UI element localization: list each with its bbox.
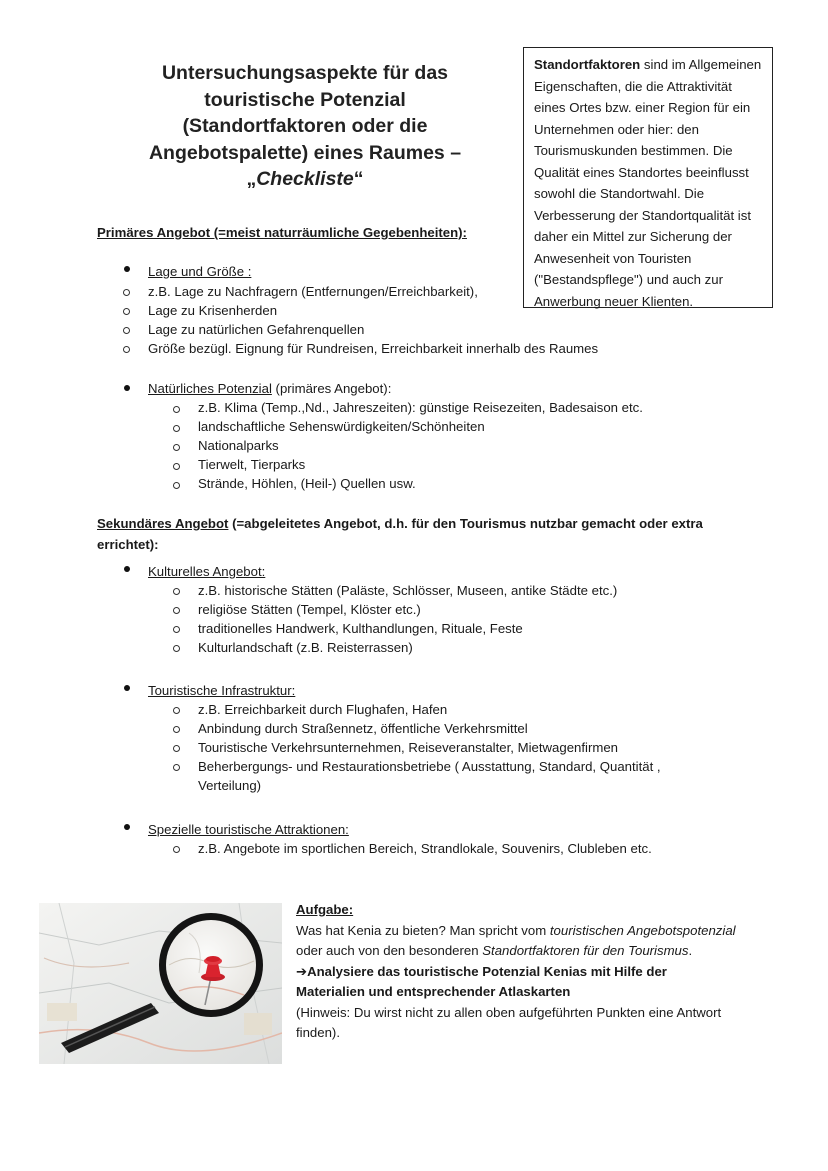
list-item: traditionelles Handwerk, Kulthandlungen, Rituale, Feste <box>198 621 523 636</box>
task-instruction: ➔Analysiere das touristische Potenzial Kenias mit Hilfe der Materialien und entsprechender Atlaskarten <box>296 963 667 999</box>
secondary-heading-cont: errichtet): <box>97 537 159 552</box>
list-item: Lage zu Krisenherden <box>148 303 278 318</box>
title-line: „Checkliste“ <box>246 168 364 190</box>
title-line: Angebotspalette) eines Raumes – <box>148 141 462 164</box>
natur-label: Natürliches Potenzial (primäres Angebot): <box>148 381 392 396</box>
primary-heading: Primäres Angebot (=meist naturräumliche Gegebenheiten): <box>97 225 467 240</box>
circle-bullet-icon <box>123 346 130 353</box>
magnifier-map-image <box>39 903 282 1064</box>
circle-bullet-icon <box>123 327 130 334</box>
task-heading: Aufgabe: <box>296 902 354 917</box>
task-hint: (Hinweis: Du wirst nicht zu allen oben aufgeführten Punkten eine Antwort finden). <box>296 1004 722 1040</box>
circle-bullet-icon <box>173 588 180 595</box>
circle-bullet-icon <box>173 846 180 853</box>
list-item: religiöse Stätten (Tempel, Klöster etc.) <box>198 602 421 617</box>
bullet-icon <box>124 685 130 691</box>
circle-bullet-icon <box>173 425 180 432</box>
circle-bullet-icon <box>173 626 180 633</box>
list-item: Kulturlandschaft (z.B. Reisterrassen) <box>198 640 413 655</box>
list-item: Strände, Höhlen, (Heil-) Quellen usw. <box>198 476 416 491</box>
circle-bullet-icon <box>123 289 130 296</box>
list-item: Lage zu natürlichen Gefahrenquellen <box>148 322 365 337</box>
task-paragraph: Was hat Kenia zu bieten? Man spricht vom touristischen Angebotspotenzial oder auch von den besonderen Standortfaktoren für den Tourismus. <box>296 922 736 958</box>
circle-bullet-icon <box>173 764 180 771</box>
title-line: touristische Potenzial <box>204 88 406 111</box>
bullet-icon <box>124 824 130 830</box>
list-item: Touristische Verkehrsunternehmen, Reiseveranstalter, Mietwagenfirmen <box>198 740 619 755</box>
list-item: Nationalparks <box>198 438 279 453</box>
list-item: z.B. Erreichbarkeit durch Flughafen, Hafen <box>198 702 448 717</box>
secondary-heading: Sekundäres Angebot (=abgeleitetes Angebot, d.h. für den Tourismus nutzbar gemacht oder extra <box>97 516 703 531</box>
list-item: landschaftliche Sehenswürdigkeiten/Schönheiten <box>198 419 485 434</box>
title-line: (Standortfaktoren oder die <box>182 115 428 137</box>
circle-bullet-icon <box>173 645 180 652</box>
circle-bullet-icon <box>173 726 180 733</box>
circle-bullet-icon <box>173 406 180 413</box>
definition-term: Standortfaktoren <box>534 57 641 72</box>
definition-box <box>523 47 773 308</box>
bullet-icon <box>124 385 130 391</box>
circle-bullet-icon <box>123 308 130 315</box>
list-item: Größe bezügl. Eignung für Rundreisen, Erreichbarkeit innerhalb des Raumes <box>148 341 599 356</box>
bullet-icon <box>124 566 130 572</box>
bullet-icon <box>124 266 130 272</box>
arrow-icon: ➔ <box>296 963 308 979</box>
infra-label: Touristische Infrastruktur: <box>148 683 296 698</box>
task-section <box>296 900 736 1044</box>
circle-bullet-icon <box>173 745 180 752</box>
list-item: z.B. Klima (Temp.,Nd., Jahreszeiten): günstige Reisezeiten, Badesaison etc. <box>198 400 643 415</box>
list-item: z.B. Angebote im sportlichen Bereich, Strandlokale, Souvenirs, Clubleben etc. <box>198 841 652 856</box>
circle-bullet-icon <box>173 463 180 470</box>
circle-bullet-icon <box>173 444 180 451</box>
spezial-label: Spezielle touristische Attraktionen: <box>148 822 349 837</box>
list-item: Beherbergungs- und Restaurationsbetriebe ( Ausstattung, Standard, Quantität , <box>198 759 661 774</box>
circle-bullet-icon <box>173 482 180 489</box>
list-item: Anbindung durch Straßennetz, öffentliche Verkehrsmittel <box>198 721 528 736</box>
list-item: z.B. historische Stätten (Paläste, Schlösser, Museen, antike Städte etc.) <box>198 583 618 598</box>
circle-bullet-icon <box>173 607 180 614</box>
list-item-continuation: Verteilung) <box>198 778 262 793</box>
title-line: Untersuchungsaspekte für das <box>161 62 449 84</box>
circle-bullet-icon <box>173 707 180 714</box>
definition-text: sind im Allgemeinen Eigenschaften, die die Attraktivität eines Ortes bzw. einer Region für ein Unternehmen oder hier: den Tourismuskunden bestimmen. Die Qualität eines Standortes beeinflusst sowohl die Standortwahl. Die Verbesserung der Standortqualität ist daher ein Mittel zur Sicherung der Anwesenheit von Touristen ("Bestandspflege") und auch zur Anwerbung neuer Klienten. <box>534 57 762 309</box>
lage-label: Lage und Größe : <box>148 264 252 279</box>
page-title <box>105 60 505 193</box>
list-item: Tierwelt, Tierparks <box>198 457 306 472</box>
list-item: z.B. Lage zu Nachfragern (Entfernungen/Erreichbarkeit), <box>148 284 478 299</box>
kultur-label: Kulturelles Angebot: <box>148 564 266 579</box>
